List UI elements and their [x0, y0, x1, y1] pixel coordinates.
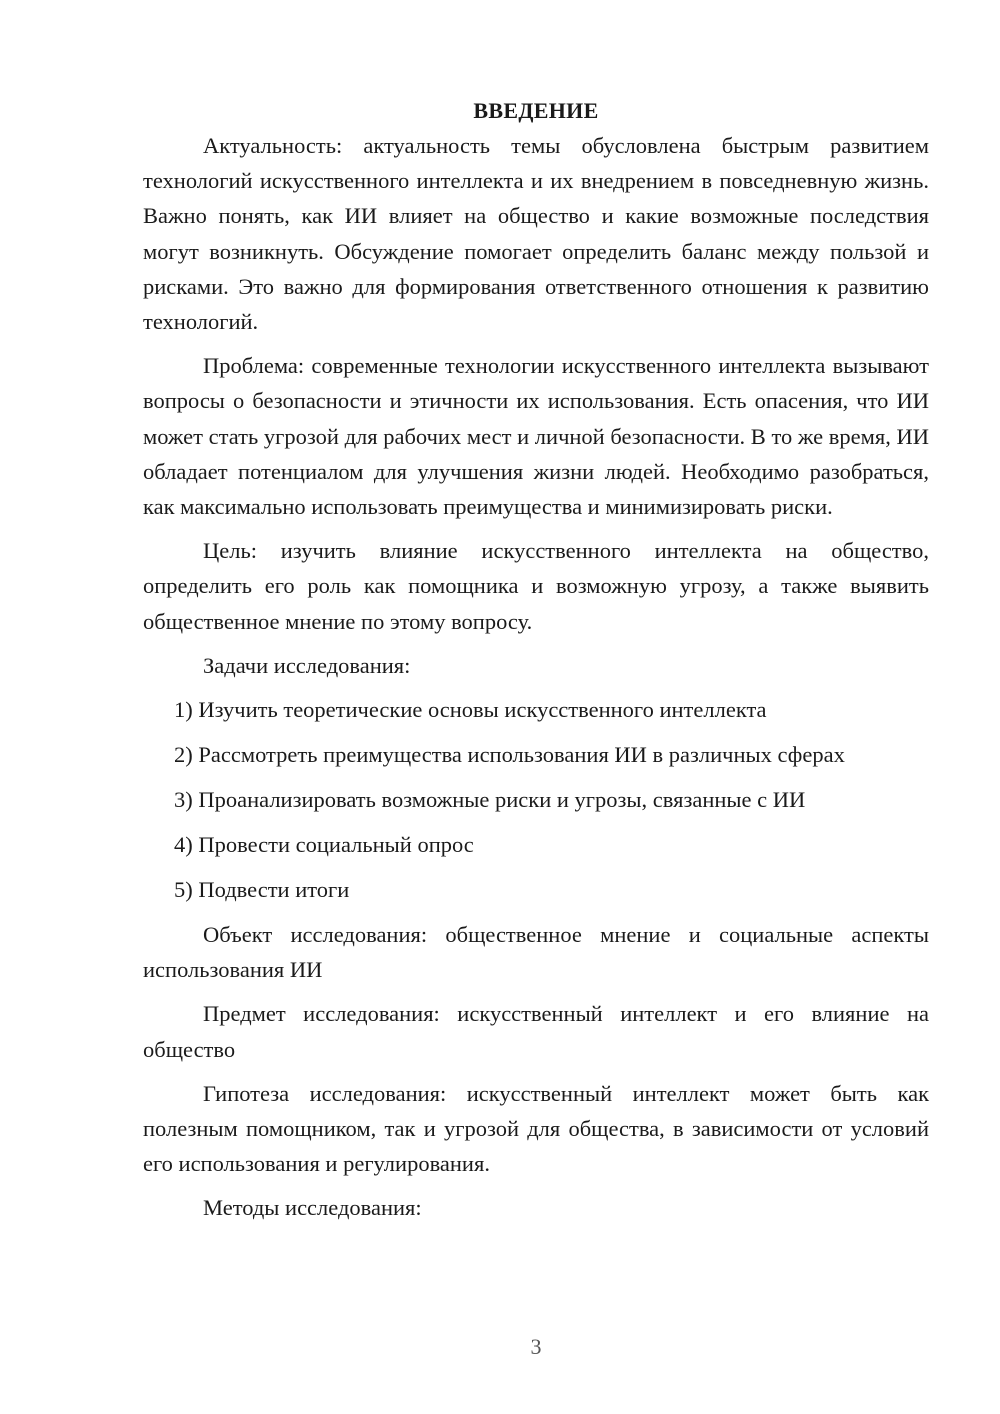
goal-paragraph: Цель: изучить влияние искусственного интеллекта на общество, определить его роль как помощника и возможную угрозу, а также выявить общественное мнение по этому вопросу.	[143, 538, 929, 634]
section-title: ВВЕДЕНИЕ	[473, 98, 599, 123]
task-item: 2) Рассмотреть преимущества использования ИИ в различных сферах	[174, 742, 845, 768]
relevance-paragraph: Актуальность: актуальность темы обусловлена быстрым развитием технологий искусственного интеллекта и их внедрением в повседневную жизнь. Важно понять, как ИИ влияет на общество и какие возможные последствия могут возникнуть. Обсуждение помогает определить баланс между пользой и рисками. Это важно для формирования ответственного отношения к развитию технологий.	[143, 133, 929, 335]
hypothesis-paragraph: Гипотеза исследования: искусственный интеллект может быть как полезным помощником, так и угрозой для общества, в зависимости от условий его использования и регулирования.	[143, 1080, 929, 1177]
task-item: 4) Провести социальный опрос	[174, 832, 474, 858]
task-item: 1) Изучить теоретические основы искусственного интеллекта	[174, 697, 767, 723]
task-item: 3) Проанализировать возможные риски и угрозы, связанные с ИИ	[174, 787, 806, 813]
tasks-heading: Задачи исследования:	[203, 652, 411, 678]
methods-heading: Методы исследования:	[203, 1195, 422, 1221]
object-paragraph: Объект исследования: общественное мнение и социальные аспекты использования ИИ	[143, 922, 929, 983]
document-page	[143, 95, 929, 1235]
problem-paragraph: Проблема: современные технологии искусственного интеллекта вызывают вопросы о безопасности и этичности их использования. Есть опасения, что ИИ может стать угрозой для рабочих мест и личной безопасности. В то же время, ИИ обладает потенциалом для улучшения жизни людей. Необходимо разобраться, как максимально использовать преимущества и минимизировать риски.	[143, 353, 929, 520]
subject-paragraph: Предмет исследования: искусственный интеллект и его влияние на общество	[143, 1001, 929, 1062]
page-number: 3	[530, 1334, 542, 1359]
tasks-list	[143, 692, 929, 907]
task-item: 5) Подвести итоги	[174, 877, 350, 903]
